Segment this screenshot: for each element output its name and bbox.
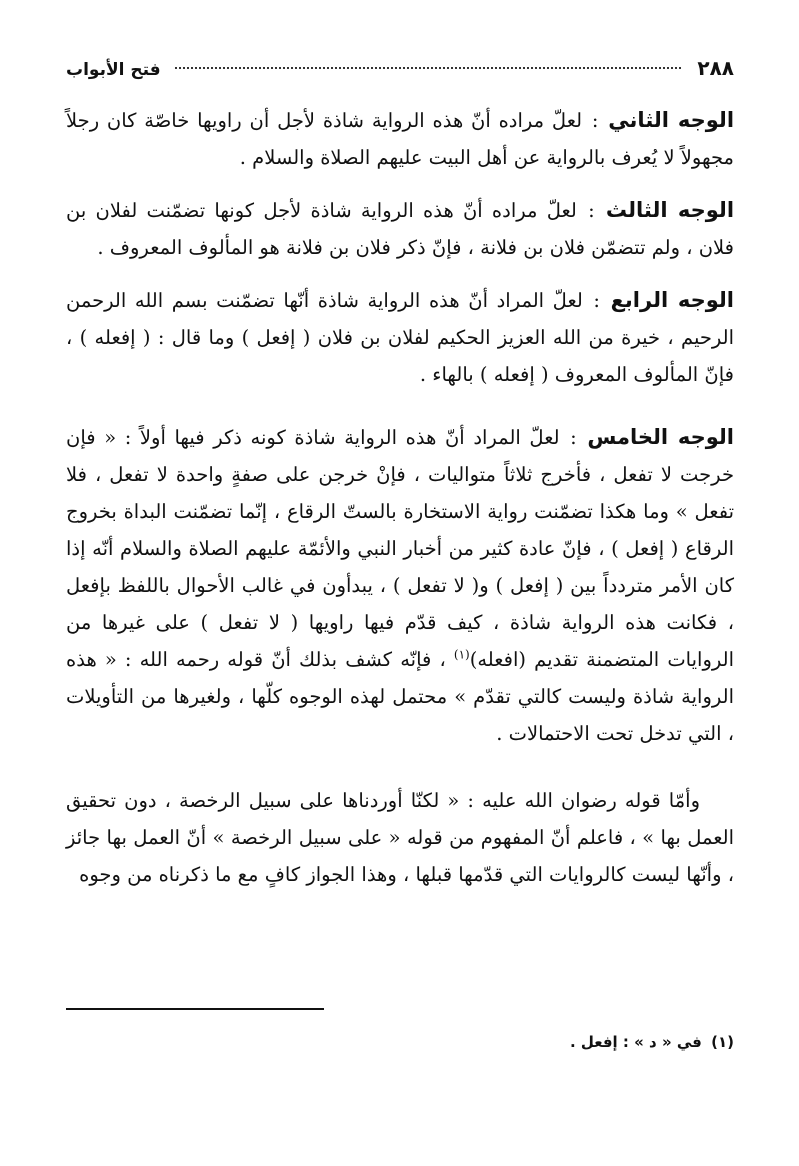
heading-colon: : [570,426,577,449]
heading-colon: : [593,289,600,312]
heading-colon: : [588,199,595,222]
book-page [66,56,734,1136]
paragraph-text-continued: ، فإنّه كشف بذلك أنّ قوله رحمه الله : « هذه الرواية شاذة وليست كالتي تقدّم » محتمل لهذه الوجوه كلّها ، ولغيرها من التأويلات ، التي تدخل تحت الاحتمالات . [66,648,734,745]
dot-leader [175,67,682,69]
paragraph-text: لعلّ مراده أنّ هذه الرواية شاذة لأجل كونها تضمّنت لفلان بن فلان ، ولم تتضمّن فلان بن فلانة ، فإنّ ذكر فلان بن فلانة هو المألوف المعروف . [66,199,734,259]
paragraph-heading: الوجه الرابع [610,288,734,312]
paragraph-text: لعلّ المراد أنّ هذه الرواية شاذة أنّها تضمّنت بسم الله الرحمن الرحيم ، خيرة من الله العزيز الحكيم لفلان بن فلان ( إفعل ) وما قال : ( إفعله ) ، فإنّ المألوف المعروف ( إفعله ) بالهاء . [66,289,734,386]
paragraph-text: لعلّ مراده أنّ هذه الرواية شاذة لأجل أن راويها خاصّة كان رجلاً مجهولاً لا يُعرف بالرواية عن أهل البيت عليهم الصلاة والسلام . [66,109,734,169]
body-text [66,102,734,893]
running-header [66,56,734,90]
footnote-text: في « د » : إفعل . [569,1033,702,1051]
paragraph-heading: الوجه الثالث [605,198,735,222]
page-number: ٢٨٨ [697,56,734,80]
footnote [566,1030,734,1054]
heading-colon: : [591,109,599,132]
paragraph-text: لعلّ المراد أنّ هذه الرواية شاذة كونه ذكر فيها أولاً : « فإن خرجت لا تفعل ، فأخرج ثلاثاً متواليات ، فإنْ خرجن على صفةٍ واحدة لا تفعل ، فلا تفعل » وما هكذا تضمّنت رواية الاستخارة بالستّ الرقاع ، إنّما تضمّنت البداة بخروج الرقاع ( إفعل ) ، فإنّ عادة كثير من أخبار النبي والأئمّة عليهم الصلاة والسلام أنّه إذا كان الأمر متردداً بين ( إفعل ) و( لا تفعل ) ، يبدأون في غالب الأحوال باللفظ بإفعل ، فكانت هذه الرواية شاذة ، كيف قدّم فيها راويها ( لا تفعل ) على غيرها من الروايات المتضمنة تقديم (افعله) [66,426,734,671]
paragraph-fifth-aspect [66,419,734,752]
paragraph-fourth-aspect [66,282,734,393]
paragraph-commentary [66,782,734,893]
footnote-divider [66,1008,324,1010]
footnote-marker: (١) [711,1033,734,1051]
book-title: فتح الأبواب [66,60,161,80]
paragraph-heading: الوجه الخامس [587,425,734,449]
paragraph-heading: الوجه الثاني [608,108,735,132]
paragraph-third-aspect [66,192,734,266]
paragraph-text: وأمّا قوله رضوان الله عليه : « لكنّا أوردناها على سبيل الرخصة ، دون تحقيق العمل بها » ، فاعلم أنّ المفهوم من قوله « على سبيل الرخصة » أنّ العمل بها جائز ، وأنّها ليست كالروايات التي قدّمها قبلها ، وهذا الجواز كافٍ مع ما ذكرناه من وجوه [66,789,734,886]
footnote-reference: (١) [453,647,470,662]
paragraph-second-aspect [66,102,734,176]
